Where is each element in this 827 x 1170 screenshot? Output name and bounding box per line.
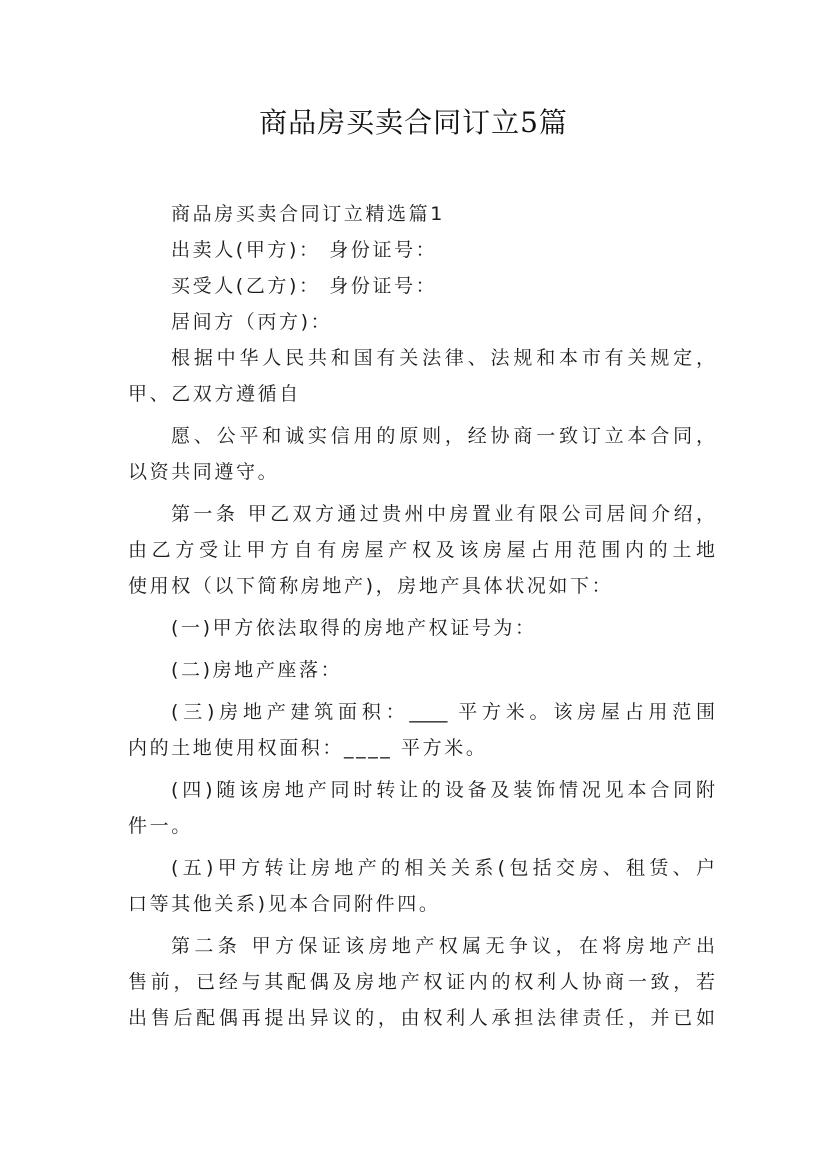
clause-line: (二)房地产座落： [171,659,343,681]
paragraph-line: 愿、公平和诚实信用的原则，经协商一致订立本合同， [171,425,715,447]
article-one-line: 使用权（以下简称房地产)，房地产具体状况如下： [128,575,614,597]
clause-line: (三)房地产建筑面积：____ 平方米。该房屋占用范围 [171,701,715,723]
document-title: 商品房买卖合同订立5篇 [259,106,568,139]
article-two-line: 售前，已经与其配偶及房地产权证内的权利人协商一致，若 [128,971,715,993]
article-two-line: 第二条 甲方保证该房地产权属无争议，在将房地产出 [171,935,715,957]
paragraph-line: 以资共同遵守。 [128,461,280,483]
article-one-line: 第一条 甲乙双方通过贵州中房置业有限公司居间介绍， [171,503,715,525]
clause-line: 内的土地使用权面积：____ 平方米。 [128,737,488,759]
paragraph-line: 根据中华人民共和国有关法律、法规和本市有关规定， [171,347,715,369]
clause-line: (五)甲方转让房地产的相关关系(包括交房、租赁、户 [171,857,715,879]
clause-line: (一)甲方依法取得的房地产权证号为： [171,617,537,639]
document-body [128,196,715,1036]
article-two-line: 出售后配偶再提出异议的，由权利人承担法律责任，并已如 [128,1007,715,1029]
intermediary-line: 居间方（丙方)： [171,311,333,333]
article-one-line: 由乙方受让甲方自有房屋产权及该房屋占用范围内的土地 [128,539,715,561]
section-heading: 商品房买卖合同订立精选篇1 [171,203,445,225]
clause-line: 件一。 [128,815,193,837]
clause-line: 口等其他关系)见本合同附件四。 [128,893,441,915]
buyer-line: 买受人(乙方)： 身份证号： [171,275,438,297]
paragraph-line: 甲、乙双方遵循自 [128,383,301,405]
clause-line: (四)随该房地产同时转让的设备及装饰情况见本合同附 [171,779,715,801]
seller-line: 出卖人(甲方)： 身份证号： [171,239,438,261]
